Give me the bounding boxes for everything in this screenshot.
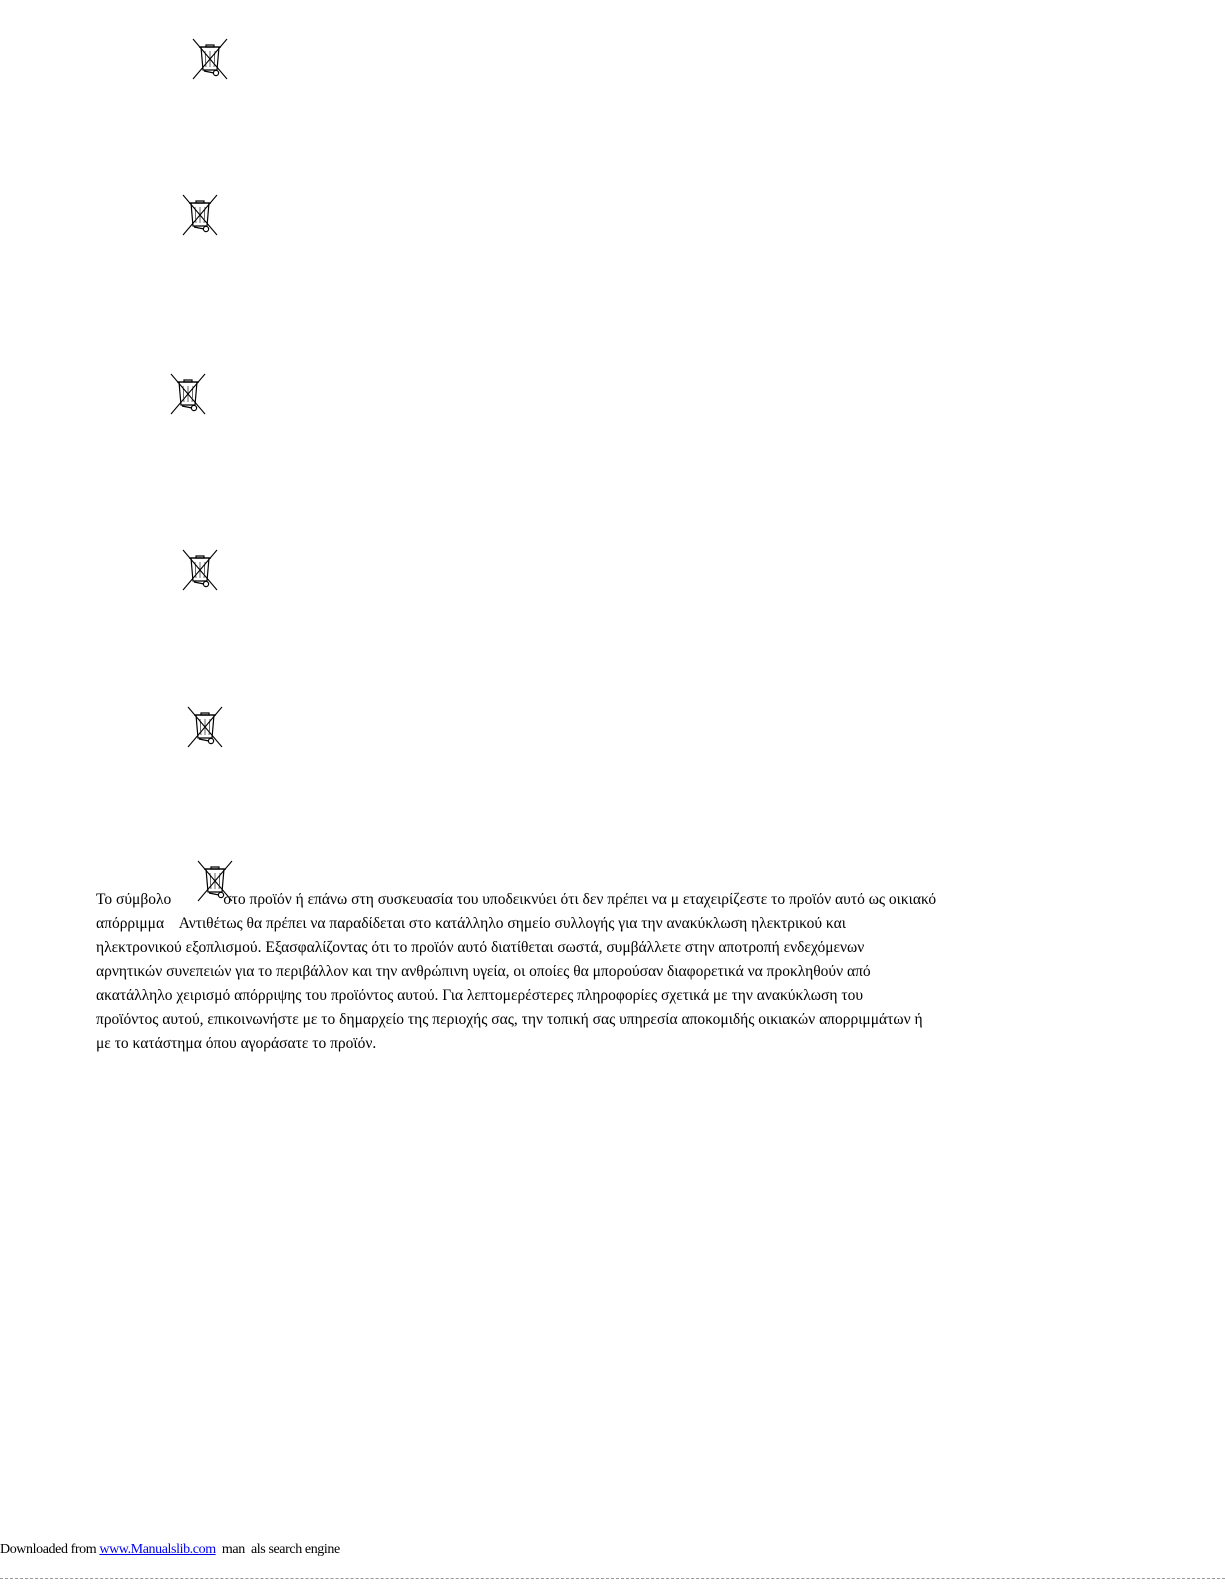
notice-line: με το κατάστημα όπου αγοράσατε το προϊόν. [96,1035,377,1052]
footer-prefix: Downloaded from [0,1542,100,1557]
crossed-out-wheelie-bin-icon [179,548,221,592]
notice-line: ηλεκτρονικού εξοπλισμού. Εξασφαλίζοντας ότι το προϊόν αυτό διατίθεται σωστά, συμβάλλετε στην αποτροπή ενδεχόμενων [96,939,865,956]
crossed-out-wheelie-bin-icon [179,193,221,237]
weee-disposal-notice [96,888,1126,1056]
notice-line: προϊόντος αυτού, επικοινωνήστε με το δημαρχείο της περιοχής σας, την τοπική σας υπηρεσία αποκομιδής οικιακών απορριμμάτων ή [96,1011,923,1028]
footer-divider [0,1578,1225,1579]
download-footer [0,1541,1225,1559]
notice-line: απόρριμμα Αντιθέτως θα πρέπει να παραδίδεται στο κατάλληλο σημείο συλλογής για την ανακύκλωση ηλεκτρικού και [96,915,846,932]
notice-line-end: στο προϊόν ή επάνω στη συσκευασία του υποδεικνύει ότι δεν πρέπει να μ εταχειρίζεστε το προϊόν αυτό ως οικιακό [223,891,937,908]
crossed-out-wheelie-bin-icon [167,372,209,416]
notice-line: ακατάλληλο χειρισμό απόρριψης του προϊόντος αυτού. Για λεπτομερέστερες πληροφορίες σχετικά με την ανακύκλωση του [96,987,863,1004]
footer-suffix: man als search engine [215,1542,340,1557]
crossed-out-wheelie-bin-icon [189,37,231,81]
notice-line [96,888,1126,912]
notice-line-start: Το σύμβολο [96,891,172,908]
notice-line: αρνητικών συνεπειών για το περιβάλλον και την ανθρώπινη υγεία, οι οποίες θα μπορούσαν διαφορετικά να προκληθούν από [96,963,871,980]
manualslib-link[interactable]: www.Manualslib.com [99,1542,216,1557]
crossed-out-wheelie-bin-icon [184,705,226,749]
